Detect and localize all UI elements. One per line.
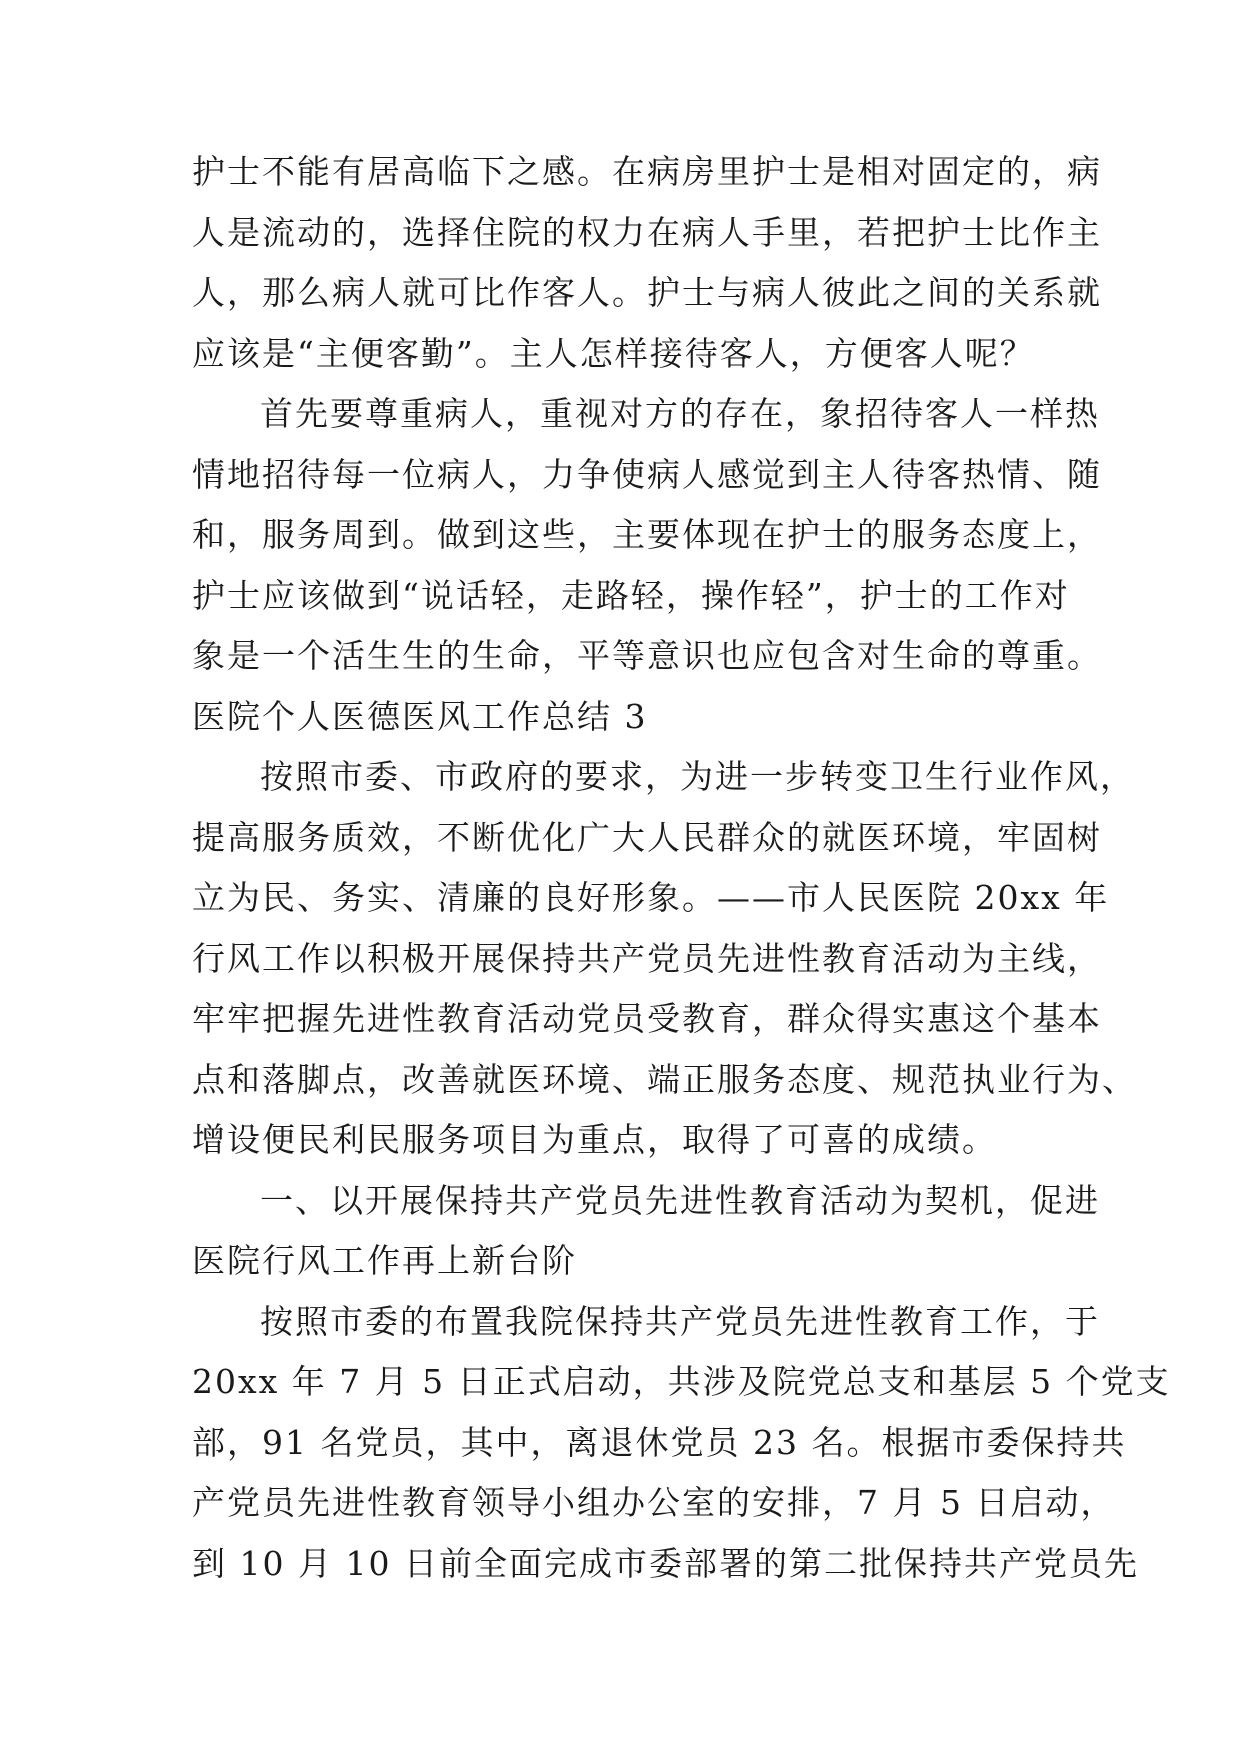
text-line: 20xx 年 7 月 5 日正式启动，共涉及院党总支和基层 5 个党支 bbox=[192, 1362, 1171, 1401]
text-line: 增设便民利民服务项目为重点，取得了可喜的成绩。 bbox=[192, 1120, 997, 1159]
text-line: 行风工作以积极开展保持共产党员先进性教育活动为主线， bbox=[192, 938, 1102, 978]
text-line: 和，服务周到。做到这些，主要体现在护士的服务态度上， bbox=[192, 515, 1102, 554]
text-line: 部，91 名党员，其中，离退休党员 23 名。根据市委保持共 bbox=[192, 1422, 1127, 1462]
text-line: 提高服务质效，不断优化广大人民群众的就医环境，牢固树 bbox=[192, 817, 1102, 857]
text-line: 人，那么病人就可比作客人。护士与病人彼此之间的关系就 bbox=[192, 273, 1102, 312]
subheading-line: 医院行风工作再上新台阶 bbox=[192, 1241, 577, 1280]
text-line: 产党员先进性教育领导小组办公室的安排，7 月 5 日启动， bbox=[192, 1483, 1116, 1522]
document-body bbox=[192, 142, 1171, 1594]
text-line: 点和落脚点，改善就医环境、端正服务态度、规范执业行为、 bbox=[192, 1059, 1137, 1099]
text-line: 应该是“主便客勤”。主人怎样接待客人，方便客人呢？ bbox=[192, 333, 1035, 373]
text-line: 到 10 月 10 日前全面完成市委部署的第二批保持共产党员先 bbox=[192, 1543, 1139, 1583]
section-heading: 医院个人医德医风工作总结 3 bbox=[192, 696, 648, 736]
subheading-first-line: 一、以开展保持共产党员先进性教育活动为契机，促进 bbox=[260, 1180, 1100, 1220]
paragraph-first-line: 按照市委的布置我院保持共产党员先进性教育工作，于 bbox=[260, 1301, 1100, 1341]
paragraph-first-line: 首先要尊重病人，重视对方的存在，象招待客人一样热 bbox=[260, 394, 1100, 433]
paragraph-first-line: 按照市委、市政府的要求，为进一步转变卫生行业作风， bbox=[260, 757, 1135, 796]
text-line: 情地招待每一位病人，力争使病人感觉到主人待客热情、随 bbox=[192, 454, 1102, 494]
text-line: 立为民、务实、清廉的良好形象。——市人民医院 20xx 年 bbox=[192, 878, 1110, 917]
text-line: 牢牢把握先进性教育活动党员受教育，群众得实惠这个基本 bbox=[192, 999, 1102, 1038]
text-line: 象是一个活生生的生命，平等意识也应包含对生命的尊重。 bbox=[192, 636, 1102, 675]
text-line: 护士不能有居高临下之感。在病房里护士是相对固定的，病 bbox=[192, 152, 1102, 191]
text-line: 人是流动的，选择住院的权力在病人手里，若把护士比作主 bbox=[192, 212, 1102, 252]
text-line: 护士应该做到“说话轻，走路轻，操作轻”，护士的工作对 bbox=[192, 575, 1070, 615]
